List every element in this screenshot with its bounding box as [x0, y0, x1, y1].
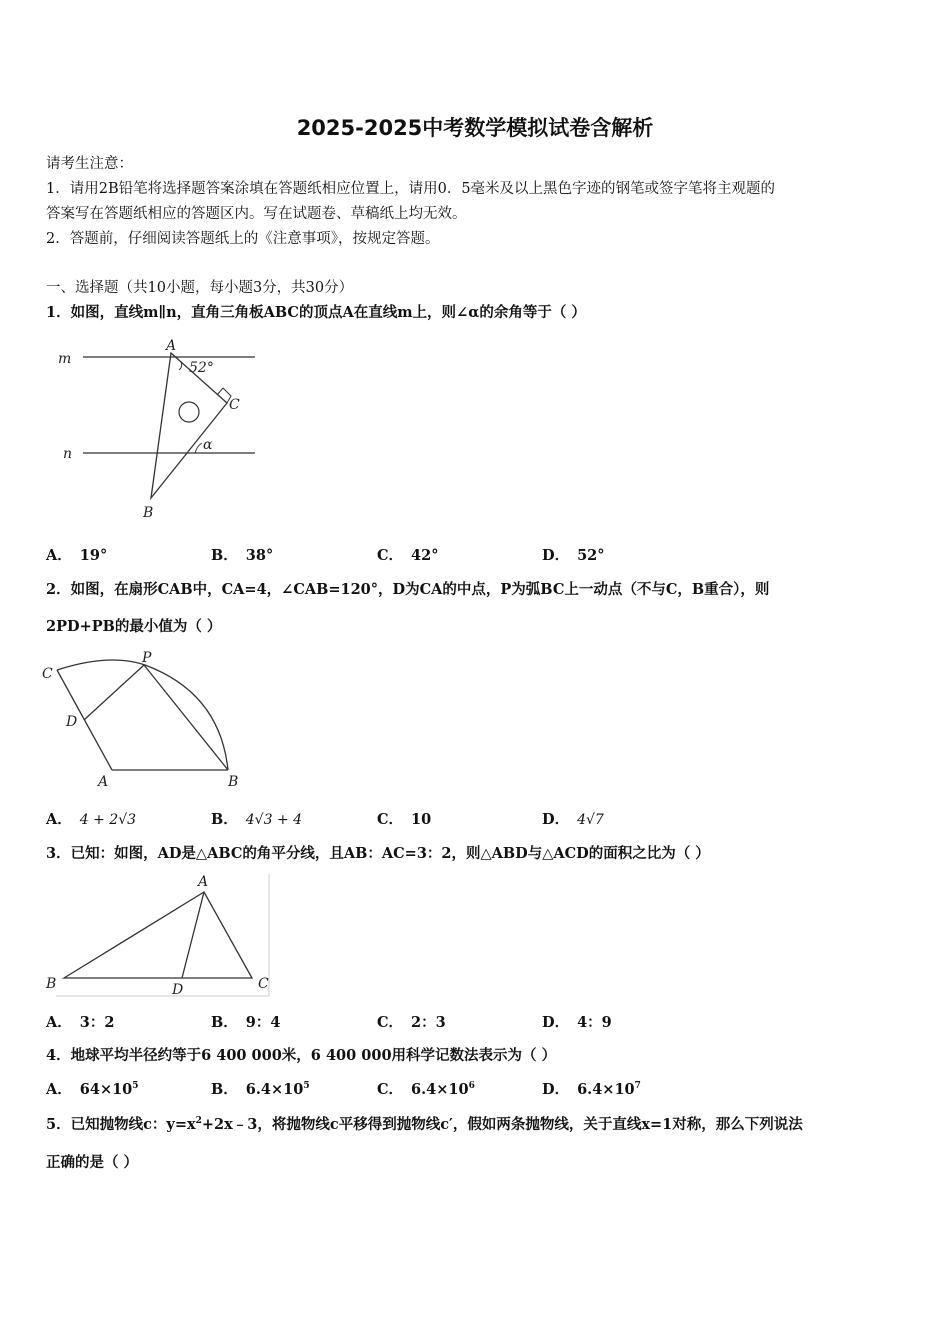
q3-label-B: B — [46, 976, 57, 992]
q3-label-C: C — [258, 976, 269, 992]
q4-option-b: B． $6.4\times 10^5$ — [211, 1081, 310, 1098]
q2-label-B: B — [228, 774, 239, 790]
q1-label-A: A — [166, 338, 177, 354]
q2-segment-DP — [84, 665, 144, 720]
q4-stem: 4．地球平均半径约等于6 400 000米，6 400 000用科学记数法表示为（ ） — [46, 1047, 557, 1064]
q2-stem-line-1: 2．如图，在扇形CAB中，CA=4，∠CAB=120°，D为CA的中点，P为弧BC上一动点（不与C，B重合），则 — [46, 581, 770, 598]
page-title: 2025-2025中考数学模拟试卷含解析 — [296, 116, 654, 140]
q4-option-a: A． $64\times 10^5$ — [46, 1081, 139, 1098]
section-heading: 一、选择题（共10小题，每小题3分，共30分） — [46, 280, 354, 296]
q5-stem-line-1: 5．已知抛物线c：$y=x^2+2x﹣3$，将抛物线c平移得到抛物线c′，假如两条抛物线，关于直线x=1对称，那么下列说法 — [46, 1116, 803, 1133]
q1-angle-52-arc — [179, 362, 182, 370]
q2-label-A: A — [98, 774, 109, 790]
q2-option-c: C． 10 — [377, 811, 432, 828]
q1-label-C: C — [229, 397, 240, 413]
q1-triangle-hole — [179, 402, 199, 422]
notice-line-2: 答案写在答题纸相应的答题区内。写在试题卷、草稿纸上均无效。 — [46, 206, 467, 222]
q1-stem: 1．如图，直线m∥n，直角三角板ABC的顶点A在直线m上，则∠α的余角等于（ ） — [46, 304, 586, 321]
q3-stem: 3．已知：如图，AD是△ABC的角平分线，且AB：AC=3：2，则△ABD与△ACD的面积之比为（ ） — [46, 845, 710, 862]
q1-label-B: B — [143, 505, 154, 521]
q3-figure — [42, 870, 274, 1000]
q4-option-d: D． $6.4\times 10^7$ — [542, 1081, 641, 1098]
q1-figure — [55, 335, 265, 525]
q3-option-c: C． 2：3 — [377, 1014, 446, 1031]
q2-label-D: D — [66, 714, 78, 730]
q2-option-b: B． 4√3 + 4 — [211, 811, 303, 828]
q1-alpha-arc — [195, 443, 202, 453]
q3-segment-AD — [182, 892, 204, 978]
q2-label-P: P — [142, 650, 152, 666]
q2-arc-CB — [57, 660, 228, 770]
notice-line-1: 1．请用2B铅笔将选择题答案涂填在答题纸相应位置上，请用0．5毫米及以上黑色字迹的钢笔或签字笔将主观题的 — [46, 181, 776, 197]
q1-label-angle: 52° — [189, 360, 214, 376]
q3-label-D: D — [172, 982, 184, 998]
q4-option-c: C． $6.4\times 10^6$ — [377, 1081, 475, 1098]
q2-option-d: D． 4√7 — [542, 811, 604, 828]
q5-stem-line-2: 正确的是（ ） — [46, 1154, 139, 1171]
q1-option-d: D． 52° — [542, 547, 605, 564]
q2-label-C: C — [42, 666, 53, 682]
q1-label-m: m — [58, 351, 72, 367]
notice-line-3: 2．答题前，仔细阅读答题纸上的《注意事项》，按规定答题。 — [46, 231, 440, 247]
q2-stem-line-2: 2PD+PB的最小值为（ ） — [46, 618, 222, 635]
q1-label-alpha: α — [203, 437, 213, 453]
q3-option-d: D． 4：9 — [542, 1014, 612, 1031]
notice-heading: 请考生注意： — [46, 156, 133, 172]
q1-label-n: n — [63, 446, 73, 462]
q1-option-b: B． 38° — [211, 547, 274, 564]
q3-option-a: A． 3：2 — [46, 1014, 115, 1031]
q1-option-c: C． 42° — [377, 547, 439, 564]
q1-option-a: A． 19° — [46, 547, 108, 564]
q3-triangle — [64, 892, 252, 978]
q2-option-a: A． 4 + 2√3 — [46, 811, 137, 828]
q2-figure — [40, 648, 250, 793]
q3-label-A: A — [198, 874, 209, 890]
q2-segment-PB — [144, 665, 228, 770]
q3-option-b: B． 9：4 — [211, 1014, 281, 1031]
